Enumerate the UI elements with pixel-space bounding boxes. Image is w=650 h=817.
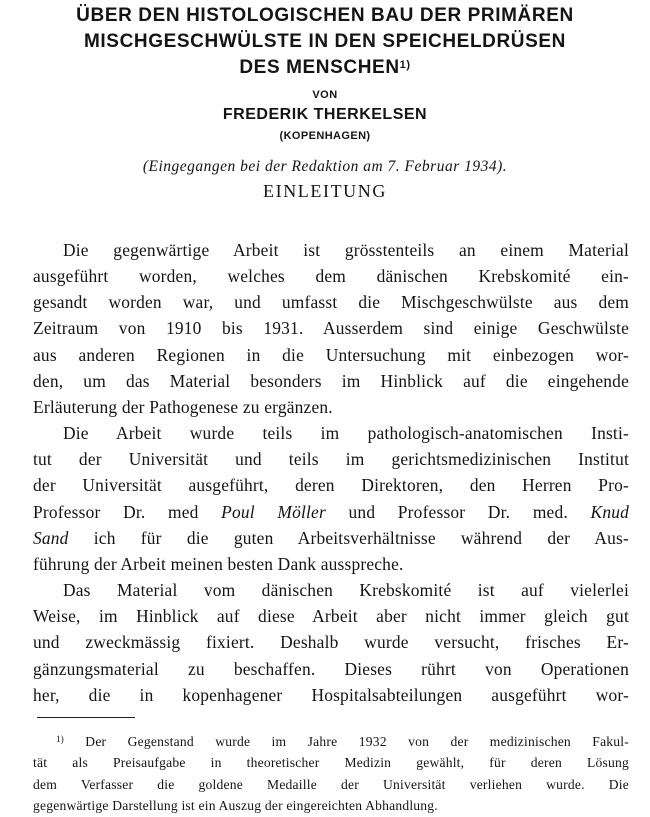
text-line: Zeitraum von 1910 bis 1931. Ausserdem sind einige Geschwülste — [33, 318, 629, 339]
paragraph-2 — [33, 420, 629, 577]
text-fragment: ich für die guten Arbeitsverhältnisse während der Aus- — [68, 527, 629, 548]
byline-von: VON — [312, 89, 338, 101]
title-line-2: MISCHGESCHWÜLSTE IN DEN SPEICHELDRÜSEN — [83, 31, 566, 52]
article-body — [33, 237, 629, 708]
text-fragment: Professor Dr. med — [33, 501, 222, 522]
article-title — [0, 3, 650, 81]
footnote-text: Der Gegenstand wurde im Jahre 1932 von der medizinischen Fakul- — [85, 734, 629, 749]
footnote-line: tät als Preisaufgabe in theoretischer Medizin gewählt, für deren Lösung — [33, 755, 629, 771]
author-name: FREDERIK THERKELSEN — [222, 106, 428, 123]
text-line: Die gegenwärtige Arbeit ist grösstenteils an einem Material — [63, 240, 629, 260]
text-line: Die Arbeit wurde teils im pathologisch-anatomischen Insti- — [63, 423, 629, 444]
person-name-poul-moller: Poul Möller — [221, 501, 326, 522]
footnote-line: dem Verfasser die goldene Medaille der Universität verliehen wurde. Die — [33, 776, 629, 792]
text-line: tut der Universität und teils im gerichtsmedizinischen Institut — [33, 449, 629, 470]
text-line: Das Material vom dänischen Krebskomité ist auf vielerlei — [63, 580, 629, 601]
text-line: und zweckmässig fixiert. Deshalb wurde versucht, frisches Er- — [33, 632, 629, 653]
title-line-1: ÜBER DEN HISTOLOGISCHEN BAU DER PRIMÄREN — [76, 5, 574, 26]
title-line-3 — [0, 55, 650, 81]
text-line: aus anderen Regionen in die Untersuchung mit einbezogen wor- — [33, 344, 629, 365]
author-affiliation: (KOPENHAGEN) — [279, 130, 371, 142]
text-line: der Universität ausgeführt, deren Direktoren, den Herren Pro- — [33, 475, 629, 496]
text-line: ausgeführt worden, welches dem dänischen Krebskomité ein- — [33, 266, 629, 287]
text-line — [33, 499, 629, 525]
title-footnote-marker[interactable]: 1) — [399, 59, 411, 71]
paragraph-1 — [33, 237, 629, 420]
paragraph-3 — [33, 577, 629, 708]
footnote — [33, 731, 629, 816]
title-line-3-text: DES MENSCHEN — [239, 57, 400, 78]
person-name-sand: Sand — [33, 527, 69, 548]
person-name-knud: Knud — [590, 501, 630, 522]
text-line — [33, 525, 629, 551]
footnote-line — [33, 731, 629, 752]
received-date-note: (Eingegangen bei der Redaktion am 7. Februar 1934). — [142, 158, 508, 175]
section-heading: EINLEITUNG — [263, 181, 387, 201]
text-line: gänzungsmaterial zu beschaffen. Dieses rührt von Operationen — [33, 658, 629, 679]
footnote-line: gegenwärtige Darstellung ist ein Auszug der eingereichten Abhandlung. — [33, 797, 438, 813]
footnote-divider — [37, 717, 135, 718]
text-line: Erläuterung der Pathogenese zu ergänzen. — [33, 396, 333, 417]
text-fragment: und Professor Dr. med. — [325, 501, 591, 522]
text-line: Weise, im Hinblick auf diese Arbeit aber nicht immer gleich gut — [33, 606, 629, 627]
text-line: den, um das Material besonders im Hinblick auf die eingehende — [33, 370, 629, 391]
text-line: her, die in kopenhagener Hospitalsabteilungen ausgeführt wor- — [33, 684, 629, 705]
footnote-marker: 1) — [56, 734, 64, 744]
text-line: gesandt worden war, und umfasst die Mischgeschwülste aus dem — [33, 292, 629, 313]
text-line: führung der Arbeit meinen besten Dank ausspreche. — [33, 553, 404, 574]
